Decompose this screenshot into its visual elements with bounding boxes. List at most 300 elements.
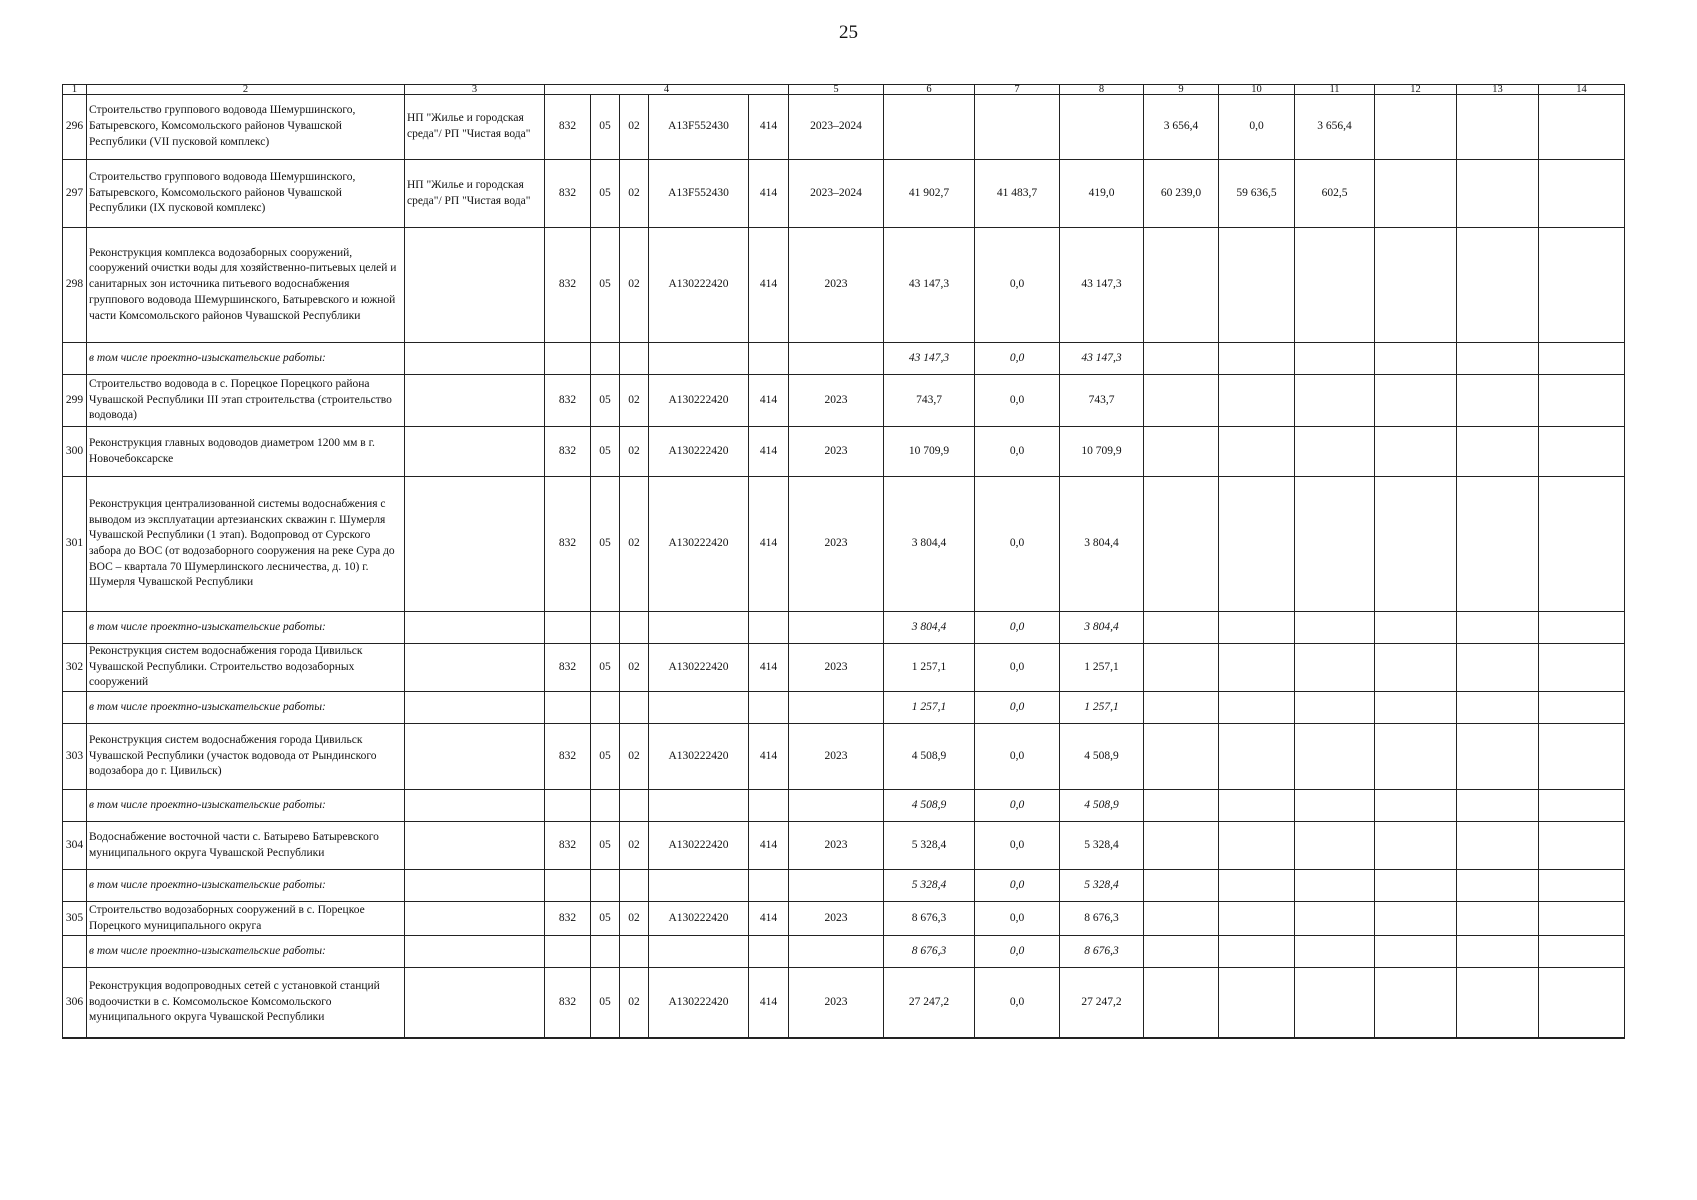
description-cell: Реконструкция систем водоснабжения города Цивильск Чувашской Республики (участок водовода от Рындинского водозабора до г. Цивильск) (87, 724, 405, 790)
value-col11 (1295, 790, 1375, 822)
value-col7: 0,0 (975, 375, 1060, 427)
code-cell (749, 936, 789, 968)
value-col9 (1144, 902, 1219, 936)
table-row (63, 902, 1625, 936)
code-expense-type: 414 (749, 822, 789, 870)
code-subsection: 02 (620, 968, 649, 1038)
column-header: 3 (405, 85, 545, 95)
code-ministry: 832 (545, 822, 591, 870)
code-section: 05 (591, 228, 620, 343)
value-col13 (1457, 427, 1539, 477)
period-cell: 2023 (789, 644, 884, 692)
period-cell: 2023 (789, 228, 884, 343)
period-cell: 2023 (789, 724, 884, 790)
code-cell (749, 343, 789, 375)
source-cell (405, 724, 545, 790)
table-row (63, 427, 1625, 477)
code-section: 05 (591, 477, 620, 612)
period-cell (789, 612, 884, 644)
subtotal-label: в том числе проектно-изыскательские работы: (87, 692, 405, 724)
code-cell (620, 870, 649, 902)
value-col13 (1457, 477, 1539, 612)
table-row (63, 160, 1625, 228)
value-col14 (1539, 902, 1625, 936)
value-col6: 5 328,4 (884, 822, 975, 870)
column-header: 13 (1457, 85, 1539, 95)
table-row (63, 375, 1625, 427)
value-col10 (1219, 724, 1295, 790)
value-col11 (1295, 343, 1375, 375)
value-col7: 0,0 (975, 692, 1060, 724)
value-col11 (1295, 427, 1375, 477)
code-cell (620, 936, 649, 968)
value-col7: 0,0 (975, 790, 1060, 822)
period-cell: 2023 (789, 902, 884, 936)
value-col10 (1219, 936, 1295, 968)
value-col7: 0,0 (975, 612, 1060, 644)
value-col13 (1457, 936, 1539, 968)
value-col8: 4 508,9 (1060, 724, 1144, 790)
code-cell (649, 612, 749, 644)
period-cell: 2023 (789, 477, 884, 612)
value-col11 (1295, 968, 1375, 1038)
description-cell: Реконструкция систем водоснабжения города Цивильск Чувашской Республики. Строительство водозаборных сооружений (87, 644, 405, 692)
column-header: 11 (1295, 85, 1375, 95)
source-cell (405, 612, 545, 644)
row-number-cell: 297 (63, 160, 87, 228)
value-col7: 0,0 (975, 343, 1060, 375)
code-cell (591, 343, 620, 375)
value-col12 (1375, 790, 1457, 822)
subtotal-row (63, 870, 1625, 902)
code-cell (620, 692, 649, 724)
value-col8: 43 147,3 (1060, 228, 1144, 343)
code-ministry: 832 (545, 427, 591, 477)
source-cell (405, 343, 545, 375)
value-col12 (1375, 692, 1457, 724)
value-col7: 0,0 (975, 724, 1060, 790)
value-col8: 1 257,1 (1060, 644, 1144, 692)
row-number-cell (63, 790, 87, 822)
code-cell (591, 612, 620, 644)
value-col10 (1219, 612, 1295, 644)
value-col11: 602,5 (1295, 160, 1375, 228)
code-subsection: 02 (620, 644, 649, 692)
value-col13 (1457, 692, 1539, 724)
code-subsection: 02 (620, 724, 649, 790)
source-cell (405, 902, 545, 936)
row-number-cell (63, 692, 87, 724)
code-ministry: 832 (545, 644, 591, 692)
value-col9 (1144, 822, 1219, 870)
code-target-article: A130222420 (649, 968, 749, 1038)
value-col12 (1375, 936, 1457, 968)
code-target-article: A13F552430 (649, 95, 749, 160)
description-cell: Водоснабжение восточной части с. Батырево Батыревского муниципального округа Чувашской Республики (87, 822, 405, 870)
code-cell (591, 790, 620, 822)
value-col7: 41 483,7 (975, 160, 1060, 228)
subtotal-row (63, 612, 1625, 644)
code-ministry: 832 (545, 477, 591, 612)
value-col12 (1375, 160, 1457, 228)
row-number-cell: 304 (63, 822, 87, 870)
period-cell: 2023 (789, 822, 884, 870)
column-header: 14 (1539, 85, 1625, 95)
row-number-cell: 299 (63, 375, 87, 427)
code-section: 05 (591, 902, 620, 936)
code-subsection: 02 (620, 477, 649, 612)
value-col6: 43 147,3 (884, 228, 975, 343)
code-expense-type: 414 (749, 477, 789, 612)
period-cell (789, 343, 884, 375)
code-cell (749, 692, 789, 724)
value-col11 (1295, 228, 1375, 343)
value-col8: 8 676,3 (1060, 902, 1144, 936)
value-col11 (1295, 822, 1375, 870)
description-cell: Реконструкция главных водоводов диаметром 1200 мм в г. Новочебоксарске (87, 427, 405, 477)
value-col9 (1144, 692, 1219, 724)
value-col13 (1457, 375, 1539, 427)
value-col14 (1539, 936, 1625, 968)
value-col8: 743,7 (1060, 375, 1144, 427)
code-cell (591, 870, 620, 902)
value-col14 (1539, 612, 1625, 644)
value-col11 (1295, 477, 1375, 612)
value-col9 (1144, 936, 1219, 968)
column-header: 8 (1060, 85, 1144, 95)
value-col6: 1 257,1 (884, 692, 975, 724)
code-cell (649, 936, 749, 968)
code-cell (545, 790, 591, 822)
value-col7: 0,0 (975, 644, 1060, 692)
description-cell: Реконструкция централизованной системы водоснабжения с выводом из эксплуатации артезианских скважин г. Шумерля Чувашской Республики (1 этап). Водопровод от Сурского забора до ВОС (от водозаборного сооружения на реке Сура до ВОС – квартала 70 Шумерлинского лесничества, д. 10) г. Шумерля Чувашской Республики (87, 477, 405, 612)
value-col14 (1539, 724, 1625, 790)
table-row (63, 95, 1625, 160)
value-col8: 5 328,4 (1060, 822, 1144, 870)
source-cell: НП "Жилье и городская среда"/ РП "Чистая вода" (405, 95, 545, 160)
code-expense-type: 414 (749, 724, 789, 790)
value-col8: 3 804,4 (1060, 612, 1144, 644)
value-col14 (1539, 968, 1625, 1038)
table-row (63, 724, 1625, 790)
column-header: 7 (975, 85, 1060, 95)
value-col14 (1539, 644, 1625, 692)
code-cell (545, 870, 591, 902)
row-number-cell (63, 343, 87, 375)
value-col14 (1539, 870, 1625, 902)
code-subsection: 02 (620, 375, 649, 427)
value-col10 (1219, 644, 1295, 692)
value-col10 (1219, 375, 1295, 427)
value-col12 (1375, 870, 1457, 902)
code-target-article: A130222420 (649, 644, 749, 692)
value-col7: 0,0 (975, 968, 1060, 1038)
code-target-article: A130222420 (649, 228, 749, 343)
value-col12 (1375, 724, 1457, 790)
value-col9 (1144, 228, 1219, 343)
code-target-article: A130222420 (649, 477, 749, 612)
code-expense-type: 414 (749, 902, 789, 936)
subtotal-row (63, 343, 1625, 375)
code-ministry: 832 (545, 228, 591, 343)
subtotal-label: в том числе проектно-изыскательские работы: (87, 870, 405, 902)
code-target-article: A130222420 (649, 822, 749, 870)
value-col6 (884, 95, 975, 160)
source-cell (405, 644, 545, 692)
column-header-row (63, 85, 1625, 95)
investment-table (62, 84, 1625, 1039)
code-cell (591, 692, 620, 724)
table-row (63, 228, 1625, 343)
value-col10 (1219, 870, 1295, 902)
value-col6: 43 147,3 (884, 343, 975, 375)
code-target-article: A130222420 (649, 427, 749, 477)
value-col6: 5 328,4 (884, 870, 975, 902)
code-cell (749, 870, 789, 902)
subtotal-row (63, 936, 1625, 968)
value-col14 (1539, 427, 1625, 477)
value-col13 (1457, 822, 1539, 870)
column-header: 10 (1219, 85, 1295, 95)
code-ministry: 832 (545, 95, 591, 160)
value-col6: 41 902,7 (884, 160, 975, 228)
value-col8: 3 804,4 (1060, 477, 1144, 612)
column-header: 4 (545, 85, 789, 95)
source-cell (405, 968, 545, 1038)
value-col13 (1457, 790, 1539, 822)
value-col9 (1144, 343, 1219, 375)
code-section: 05 (591, 427, 620, 477)
code-ministry: 832 (545, 375, 591, 427)
value-col10 (1219, 692, 1295, 724)
code-subsection: 02 (620, 902, 649, 936)
code-cell (749, 790, 789, 822)
value-col7: 0,0 (975, 427, 1060, 477)
value-col12 (1375, 228, 1457, 343)
value-col13 (1457, 724, 1539, 790)
code-expense-type: 414 (749, 228, 789, 343)
code-section: 05 (591, 95, 620, 160)
value-col9 (1144, 375, 1219, 427)
code-subsection: 02 (620, 160, 649, 228)
period-cell: 2023 (789, 375, 884, 427)
value-col9 (1144, 427, 1219, 477)
value-col12 (1375, 612, 1457, 644)
code-cell (620, 790, 649, 822)
value-col14 (1539, 477, 1625, 612)
period-cell: 2023 (789, 968, 884, 1038)
code-cell (545, 343, 591, 375)
value-col12 (1375, 644, 1457, 692)
code-expense-type: 414 (749, 968, 789, 1038)
row-number-cell: 302 (63, 644, 87, 692)
source-cell (405, 427, 545, 477)
description-cell: Реконструкция комплекса водозаборных сооружений, сооружений очистки воды для хозяйственно-питьевых целей и санитарных зон источника питьевого водоснабжения группового водовода Шемуршинского, Батыревского и южной части Комсомольского районов Чувашской Республики (87, 228, 405, 343)
subtotal-label: в том числе проектно-изыскательские работы: (87, 343, 405, 375)
value-col8: 5 328,4 (1060, 870, 1144, 902)
code-expense-type: 414 (749, 375, 789, 427)
value-col10 (1219, 902, 1295, 936)
value-col7: 0,0 (975, 228, 1060, 343)
period-cell (789, 692, 884, 724)
column-header: 6 (884, 85, 975, 95)
source-cell (405, 692, 545, 724)
value-col14 (1539, 692, 1625, 724)
code-target-article: A13F552430 (649, 160, 749, 228)
period-cell: 2023–2024 (789, 95, 884, 160)
value-col12 (1375, 375, 1457, 427)
table-row (63, 822, 1625, 870)
code-ministry: 832 (545, 902, 591, 936)
code-section: 05 (591, 968, 620, 1038)
value-col7: 0,0 (975, 902, 1060, 936)
source-cell: НП "Жилье и городская среда"/ РП "Чистая вода" (405, 160, 545, 228)
code-expense-type: 414 (749, 160, 789, 228)
value-col13 (1457, 95, 1539, 160)
code-subsection: 02 (620, 427, 649, 477)
value-col6: 1 257,1 (884, 644, 975, 692)
value-col10 (1219, 968, 1295, 1038)
code-section: 05 (591, 724, 620, 790)
value-col12 (1375, 902, 1457, 936)
value-col6: 3 804,4 (884, 612, 975, 644)
value-col14 (1539, 228, 1625, 343)
value-col6: 8 676,3 (884, 936, 975, 968)
row-number-cell: 305 (63, 902, 87, 936)
value-col14 (1539, 343, 1625, 375)
value-col10 (1219, 343, 1295, 375)
value-col6: 743,7 (884, 375, 975, 427)
row-number-cell: 303 (63, 724, 87, 790)
subtotal-label: в том числе проектно-изыскательские работы: (87, 612, 405, 644)
page-number: 25 (839, 22, 858, 43)
value-col9: 60 239,0 (1144, 160, 1219, 228)
value-col6: 4 508,9 (884, 724, 975, 790)
value-col6: 8 676,3 (884, 902, 975, 936)
value-col11 (1295, 692, 1375, 724)
value-col13 (1457, 870, 1539, 902)
code-ministry: 832 (545, 724, 591, 790)
value-col14 (1539, 790, 1625, 822)
period-cell (789, 870, 884, 902)
value-col12 (1375, 968, 1457, 1038)
code-cell (545, 936, 591, 968)
value-col9 (1144, 612, 1219, 644)
column-header: 5 (789, 85, 884, 95)
period-cell: 2023 (789, 427, 884, 477)
value-col12 (1375, 95, 1457, 160)
description-cell: Строительство водовода в с. Порецкое Порецкого района Чувашской Республики III этап строительства (строительство водовода) (87, 375, 405, 427)
code-section: 05 (591, 160, 620, 228)
code-cell (649, 870, 749, 902)
period-cell: 2023–2024 (789, 160, 884, 228)
code-cell (545, 612, 591, 644)
value-col14 (1539, 160, 1625, 228)
row-number-cell: 296 (63, 95, 87, 160)
code-cell (620, 612, 649, 644)
description-cell: Реконструкция водопроводных сетей с установкой станций водоочистки в с. Комсомольское Комсомольского муниципального округа Чувашской Республики (87, 968, 405, 1038)
value-col10 (1219, 822, 1295, 870)
value-col12 (1375, 477, 1457, 612)
value-col10: 59 636,5 (1219, 160, 1295, 228)
code-section: 05 (591, 375, 620, 427)
value-col9 (1144, 870, 1219, 902)
code-subsection: 02 (620, 228, 649, 343)
row-number-cell (63, 936, 87, 968)
value-col10 (1219, 477, 1295, 612)
value-col6: 10 709,9 (884, 427, 975, 477)
value-col8: 43 147,3 (1060, 343, 1144, 375)
value-col11 (1295, 375, 1375, 427)
value-col6: 3 804,4 (884, 477, 975, 612)
table-row (63, 968, 1625, 1038)
column-header: 9 (1144, 85, 1219, 95)
row-number-cell: 306 (63, 968, 87, 1038)
value-col7: 0,0 (975, 822, 1060, 870)
column-header: 2 (87, 85, 405, 95)
code-target-article: A130222420 (649, 724, 749, 790)
value-col6: 27 247,2 (884, 968, 975, 1038)
row-number-cell: 301 (63, 477, 87, 612)
value-col11 (1295, 644, 1375, 692)
source-cell (405, 375, 545, 427)
value-col8 (1060, 95, 1144, 160)
value-col12 (1375, 343, 1457, 375)
value-col13 (1457, 612, 1539, 644)
value-col8: 27 247,2 (1060, 968, 1144, 1038)
value-col7: 0,0 (975, 870, 1060, 902)
code-cell (649, 692, 749, 724)
value-col13 (1457, 343, 1539, 375)
code-ministry: 832 (545, 968, 591, 1038)
column-header: 1 (63, 85, 87, 95)
source-cell (405, 477, 545, 612)
value-col13 (1457, 160, 1539, 228)
description-cell: Строительство водозаборных сооружений в с. Порецкое Порецкого муниципального округа (87, 902, 405, 936)
row-number-cell: 298 (63, 228, 87, 343)
period-cell (789, 790, 884, 822)
value-col8: 1 257,1 (1060, 692, 1144, 724)
value-col14 (1539, 375, 1625, 427)
value-col7: 0,0 (975, 477, 1060, 612)
code-target-article: A130222420 (649, 375, 749, 427)
subtotal-row (63, 790, 1625, 822)
code-cell (749, 612, 789, 644)
source-cell (405, 790, 545, 822)
value-col9: 3 656,4 (1144, 95, 1219, 160)
value-col11 (1295, 870, 1375, 902)
value-col7 (975, 95, 1060, 160)
value-col10 (1219, 790, 1295, 822)
table-row (63, 477, 1625, 612)
value-col10 (1219, 228, 1295, 343)
value-col13 (1457, 644, 1539, 692)
value-col12 (1375, 822, 1457, 870)
value-col13 (1457, 228, 1539, 343)
code-section: 05 (591, 822, 620, 870)
value-col10 (1219, 427, 1295, 477)
source-cell (405, 228, 545, 343)
code-expense-type: 414 (749, 427, 789, 477)
row-number-cell (63, 870, 87, 902)
source-cell (405, 936, 545, 968)
value-col8: 4 508,9 (1060, 790, 1144, 822)
value-col11 (1295, 936, 1375, 968)
value-col6: 4 508,9 (884, 790, 975, 822)
value-col13 (1457, 902, 1539, 936)
code-subsection: 02 (620, 95, 649, 160)
value-col9 (1144, 644, 1219, 692)
